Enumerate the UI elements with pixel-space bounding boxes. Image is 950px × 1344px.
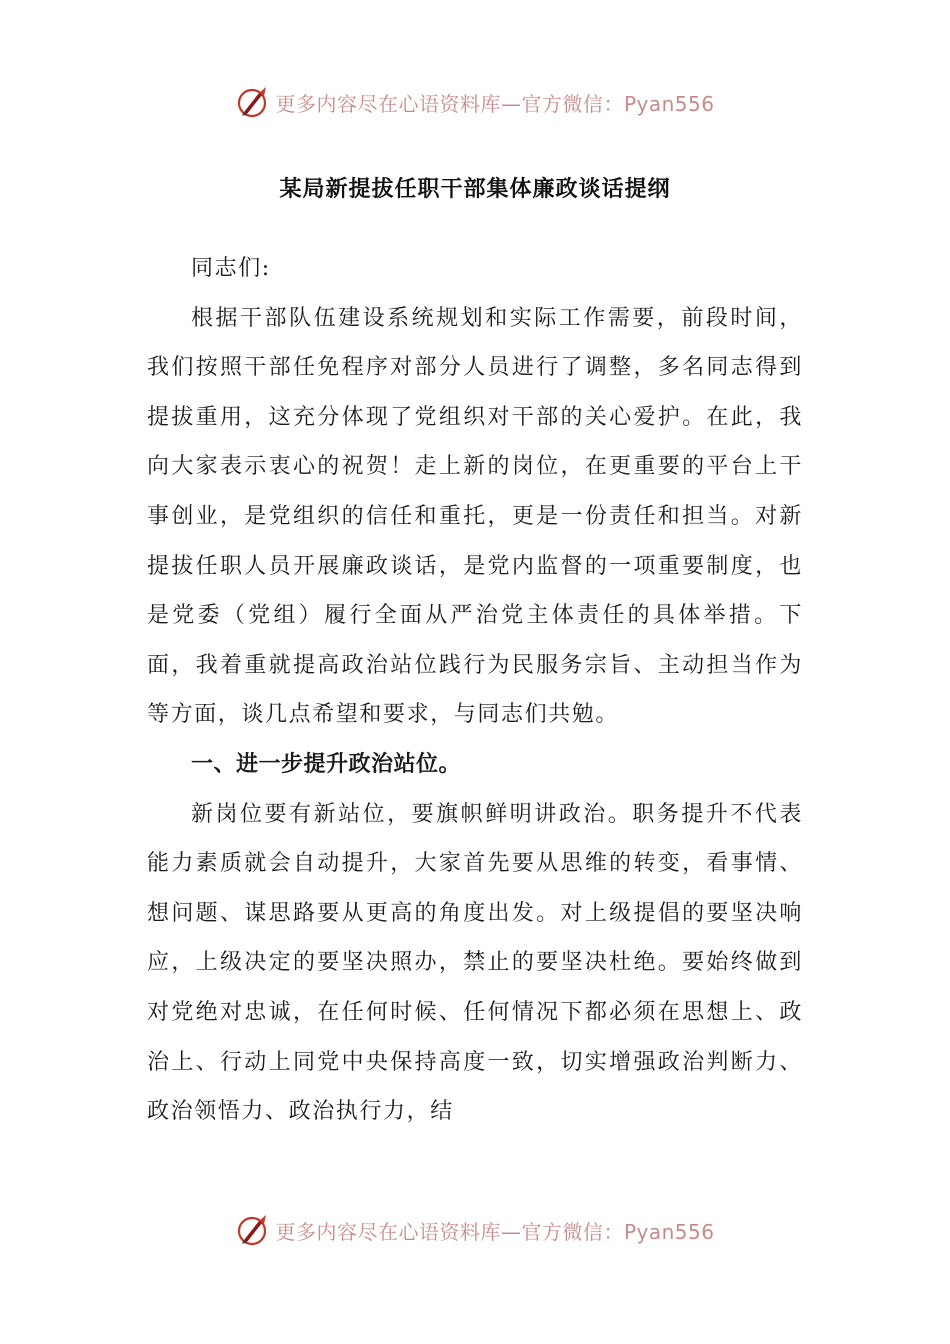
section-paragraph: 新岗位要有新站位，要旗帜鲜明讲政治。职务提升不代表能力素质就会自动提升，大家首先要从思维的转变，看事情、想问题、谋思路要从更高的角度出发。对上级提倡的要坚决响应，上级决定的要坚决照办，禁止的要坚决杜绝。要始终做到对党绝对忠诚，在任何时候、任何情况下都必须在思想上、政治上、行动上同党中央保持高度一致，切实增强政治判断力、政治领悟力、政治执行力，结 <box>147 801 803 1125</box>
quill-pen-logo-icon <box>235 85 269 119</box>
document-title: 某局新提拔任职干部集体廉政谈话提纲 <box>279 176 671 202</box>
section-heading: 一、进一步提升政治站位。 <box>191 751 462 777</box>
header-watermark <box>0 82 950 122</box>
salutation: 同志们: <box>191 256 271 281</box>
watermark-text: 更多内容尽在心语资料库—官方微信：Pyan556 <box>275 1219 715 1244</box>
document-body <box>147 244 803 1137</box>
watermark-text: 更多内容尽在心语资料库—官方微信：Pyan556 <box>275 91 715 116</box>
intro-paragraph: 根据干部队伍建设系统规划和实际工作需要，前段时间，我们按照干部任免程序对部分人员进行了调整，多名同志得到提拔重用，这充分体现了党组织对干部的关心爱护。在此，我向大家表示衷心的祝贺！走上新的岗位，在更重要的平台上干事创业，是党组织的信任和重托，更是一份责任和担当。对新提拔任职人员开展廉政谈话，是党内监督的一项重要制度，也是党委（党组）履行全面从严治党主体责任的具体举措。下面，我着重就提高政治站位践行为民服务宗旨、主动担当作为等方面，谈几点希望和要求，与同志们共勉。 <box>147 305 803 728</box>
footer-watermark <box>0 1210 950 1250</box>
quill-pen-logo-icon <box>235 1213 269 1247</box>
